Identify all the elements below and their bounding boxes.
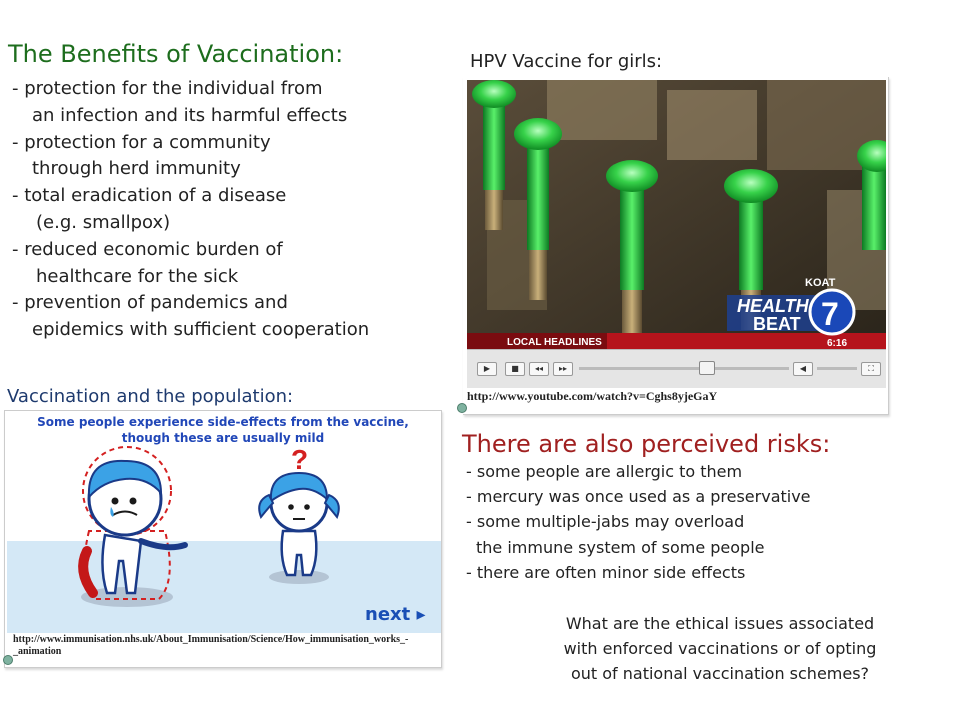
video-frame[interactable] (467, 80, 886, 349)
volume-icon[interactable]: ◀ (793, 362, 813, 376)
show-name-line1: HEALTH (737, 296, 809, 316)
seek-bar[interactable] (579, 367, 789, 370)
benefit-item: an infection and its harmful effects (32, 104, 348, 126)
animation-url[interactable]: http://www.immunisation.nhs.uk/About_Immunisation/Science/How_immunisation_works_-_animation (13, 634, 409, 657)
question-line: What are the ethical issues associated (565, 614, 875, 633)
risk-item: - some multiple-jabs may overload (466, 512, 745, 532)
benefit-item: - protection for a community (12, 131, 271, 153)
caption-line: though these are usually mild (121, 431, 325, 445)
seek-thumb[interactable] (699, 361, 715, 375)
benefit-item: through herd immunity (32, 158, 241, 180)
play-icon[interactable]: ▶ (477, 362, 497, 376)
video-still (467, 80, 886, 349)
benefit-item: - prevention of pandemics and (12, 292, 288, 314)
benefit-item: - reduced economic burden of (12, 238, 283, 260)
caption-line: Some people experience side-effects from the vaccine, (37, 415, 409, 429)
channel-badge: KOAT (805, 277, 836, 289)
benefit-item: epidemics with sufficient cooperation (32, 319, 370, 341)
rewind-icon[interactable]: ◂◂ (529, 362, 549, 376)
risk-item: - there are often minor side effects (466, 562, 746, 582)
question-mark-icon: ? (291, 444, 309, 475)
question-line: out of national vaccination schemes? (570, 664, 870, 683)
ticker-text: LOCAL HEADLINES (507, 337, 602, 348)
stop-icon[interactable]: ■ (505, 362, 525, 376)
video-url[interactable]: http://www.youtube.com/watch?v=Cghs8yjeGaY (467, 389, 718, 403)
animation-embed[interactable] (4, 410, 442, 668)
animation-caption (5, 414, 441, 446)
fullscreen-icon[interactable]: ⛶ (861, 362, 881, 376)
benefit-item: (e.g. smallpox) (36, 211, 171, 233)
question-line: with enforced vaccinations or of opting (563, 639, 877, 658)
anchor-icon (3, 655, 13, 665)
channel-number: 7 (821, 296, 839, 332)
video-controls (467, 349, 886, 388)
benefits-title: The Benefits of Vaccination: (8, 40, 344, 68)
benefit-item: - total eradication of a disease (12, 185, 287, 207)
benefit-item: - protection for the individual from (12, 78, 323, 99)
volume-slider[interactable] (817, 367, 857, 370)
ethics-question (540, 611, 900, 686)
risk-item: - mercury was once used as a preservative (466, 487, 811, 507)
next-button[interactable]: next ▸ (365, 604, 426, 625)
benefit-item: healthcare for the sick (36, 265, 239, 287)
risks-title: There are also perceived risks: (462, 430, 831, 458)
benefits-list (12, 76, 369, 344)
population-title: Vaccination and the population: (7, 386, 294, 407)
risks-list (466, 459, 811, 585)
video-title: HPV Vaccine for girls: (470, 51, 663, 72)
video-time: 6:16 (827, 338, 848, 349)
risk-item: - some people are allergic to them (466, 462, 743, 481)
video-embed[interactable] (463, 77, 889, 415)
anchor-icon (457, 403, 467, 413)
fast-forward-icon[interactable]: ▸▸ (553, 362, 573, 376)
risk-item: the immune system of some people (476, 537, 765, 557)
show-name-line2: BEAT (753, 314, 801, 334)
